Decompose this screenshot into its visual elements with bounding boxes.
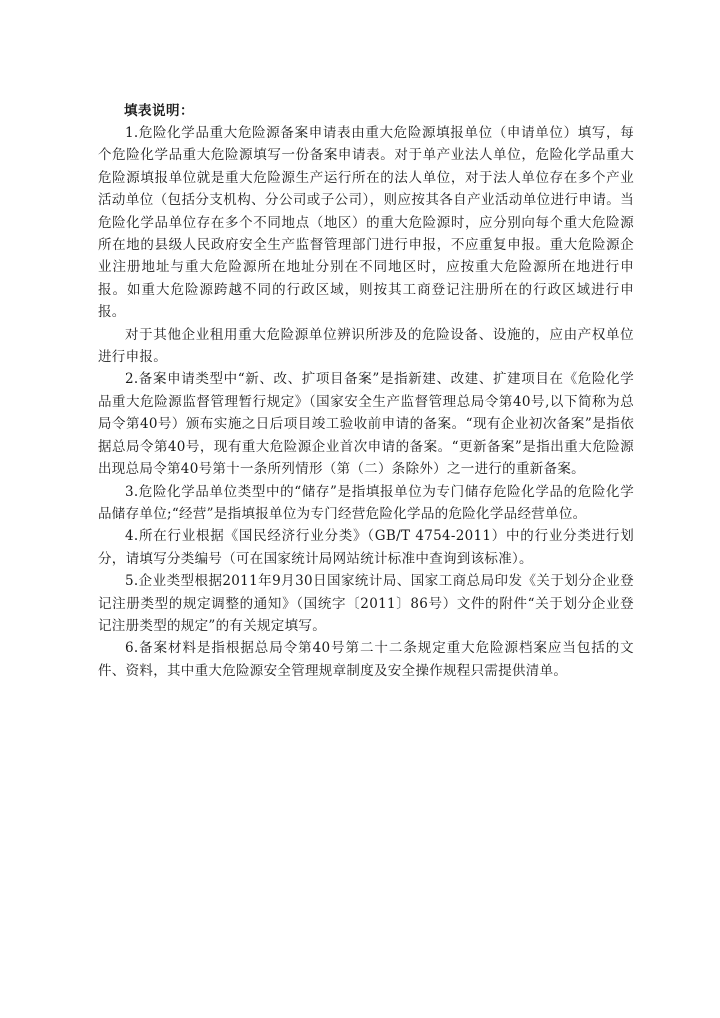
instruction-paragraph-6: 6.备案材料是指根据总局令第40号第二十二条规定重大危险源档案应当包括的文件、资料，其中重大危险源安全管理规章制度及安全操作规程只需提供清单。 bbox=[98, 640, 634, 679]
instructions-section bbox=[98, 100, 634, 682]
instructions-heading: 填表说明： bbox=[124, 103, 194, 119]
instruction-paragraph-4: 4.所在行业根据《国民经济行业分类》（GB/T 4754-2011）中的行业分类进行划分，请填写分类编号（可在国家统计局网站统计标准中查询到该标准）。 bbox=[98, 528, 634, 567]
instruction-paragraph-2: 2.备案申请类型中“新、改、扩项目备案”是指新建、改建、扩建项目在《危险化学品重大危险源监督管理暂行规定》（国家安全生产监督管理总局令第40号,以下简称为总局令第40号）颁布实施之日后项目竣工验收前申请的备案。“现有企业初次备案”是指依据总局令第40号，现有重大危险源企业首次申请的备案。“更新备案”是指出重大危险源出现总局令第40号第十一条所列情形（第（二）条除外）之一进行的重新备案。 bbox=[98, 371, 634, 478]
instruction-paragraph-3: 3.危险化学品单位类型中的“储存”是指填报单位为专门储存危险化学品的危险化学品储存单位;“经营”是指填报单位为专门经营危险化学品的危险化学品经营单位。 bbox=[98, 483, 634, 522]
instruction-paragraph-5: 5.企业类型根据2011年9月30日国家统计局、国家工商总局印发《关于划分企业登记注册类型的规定调整的通知》（国统字〔2011〕86号）文件的附件“关于划分企业登记注册类型的规定”的有关规定填写。 bbox=[98, 573, 634, 634]
instruction-paragraph-1: 1.危险化学品重大危险源备案申请表由重大危险源填报单位（申请单位）填写，每个危险化学品重大危险源填写一份备案申请表。对于单产业法人单位，危险化学品重大危险源填报单位就是重大危险源生产运行所在的法人单位，对于法人单位存在多个产业活动单位（包括分支机构、分公司或子公司），则应按其各自产业活动单位进行申请。当危险化学品单位存在多个不同地点（地区）的重大危险源时，应分别向每个重大危险源所在地的县级人民政府安全生产监督管理部门进行申报，不应重复申报。重大危险源企业注册地址与重大危险源所在地址分别在不同地区时，应按重大危险源所在地进行申报。如重大危险源跨越不同的行政区域，则按其工商登记注册所在的行政区域进行申报。 bbox=[98, 125, 634, 321]
instruction-paragraph-1-note: 对于其他企业租用重大危险源单位辨识所涉及的危险设备、设施的，应由产权单位进行申报。 bbox=[98, 326, 634, 366]
